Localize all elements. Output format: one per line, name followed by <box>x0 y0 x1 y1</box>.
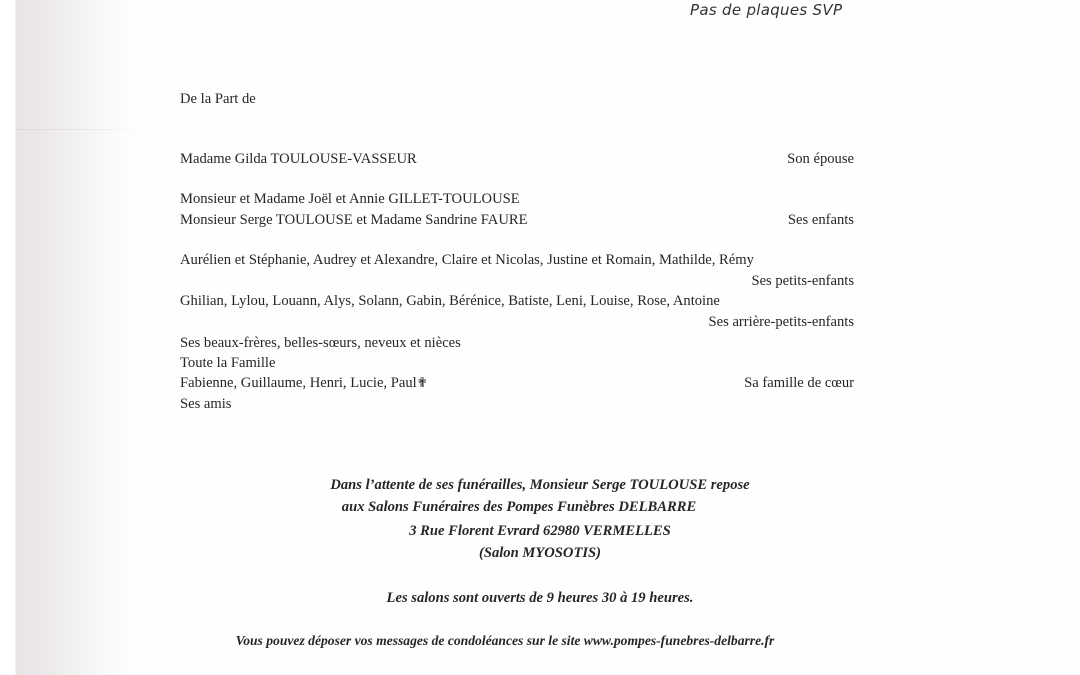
from-label: De la Part de <box>180 91 256 107</box>
cross-icon: ✟ <box>416 375 428 390</box>
scan-edge-shadow <box>0 0 135 675</box>
whole-family-line: Toute la Famille <box>180 355 276 371</box>
heart-family-names-text: Fabienne, Guillaume, Henri, Lucie, Paul <box>180 375 417 391</box>
in-laws-line: Ses beaux-frères, belles-sœurs, neveux et nièces <box>180 335 461 351</box>
funeral-info-line1: Dans l’attente de ses funérailles, Monsieur Serge TOULOUSE repose <box>330 477 750 493</box>
great-grandchildren-names: Ghilian, Lylou, Louann, Alys, Solann, Gabin, Bérénice, Batiste, Leni, Louise, Rose, Antoine <box>180 293 720 309</box>
heart-family-names <box>180 374 428 392</box>
grandchildren-relation: Ses petits-enfants <box>751 273 854 289</box>
grandchildren-names: Aurélien et Stéphanie, Audrey et Alexandre, Claire et Nicolas, Justine et Romain, Mathilde, Rémy <box>180 252 754 268</box>
funeral-info-address: 3 Rue Florent Evrard 62980 VERMELLES <box>409 523 671 539</box>
children-relation: Ses enfants <box>787 212 854 228</box>
heart-family-relation: Sa famille de cœur <box>744 375 854 391</box>
opening-hours: Les salons sont ouverts de 9 heures 30 à 19 heures. <box>386 590 694 606</box>
children-names-line2: Monsieur Serge TOULOUSE et Madame Sandrine FAURE <box>180 212 528 228</box>
condolences-note: Vous pouvez déposer vos messages de condoléances sur le site www.pompes-funebres-delbarre.fr <box>235 633 775 648</box>
handwritten-note: Pas de plaques SVP <box>690 1 843 19</box>
spouse-name: Madame Gilda TOULOUSE-VASSEUR <box>180 151 417 167</box>
scan-artifact-line <box>16 129 151 130</box>
children-names-line1: Monsieur et Madame Joël et Annie GILLET-TOULOUSE <box>180 191 520 207</box>
funeral-info-salon: (Salon MYOSOTIS) <box>478 545 602 561</box>
spouse-relation: Son épouse <box>787 151 854 167</box>
funeral-info-line2: aux Salons Funéraires des Pompes Funèbres DELBARRE <box>341 499 697 515</box>
friends-line: Ses amis <box>180 396 232 412</box>
great-grandchildren-relation: Ses arrière-petits-enfants <box>708 314 854 330</box>
